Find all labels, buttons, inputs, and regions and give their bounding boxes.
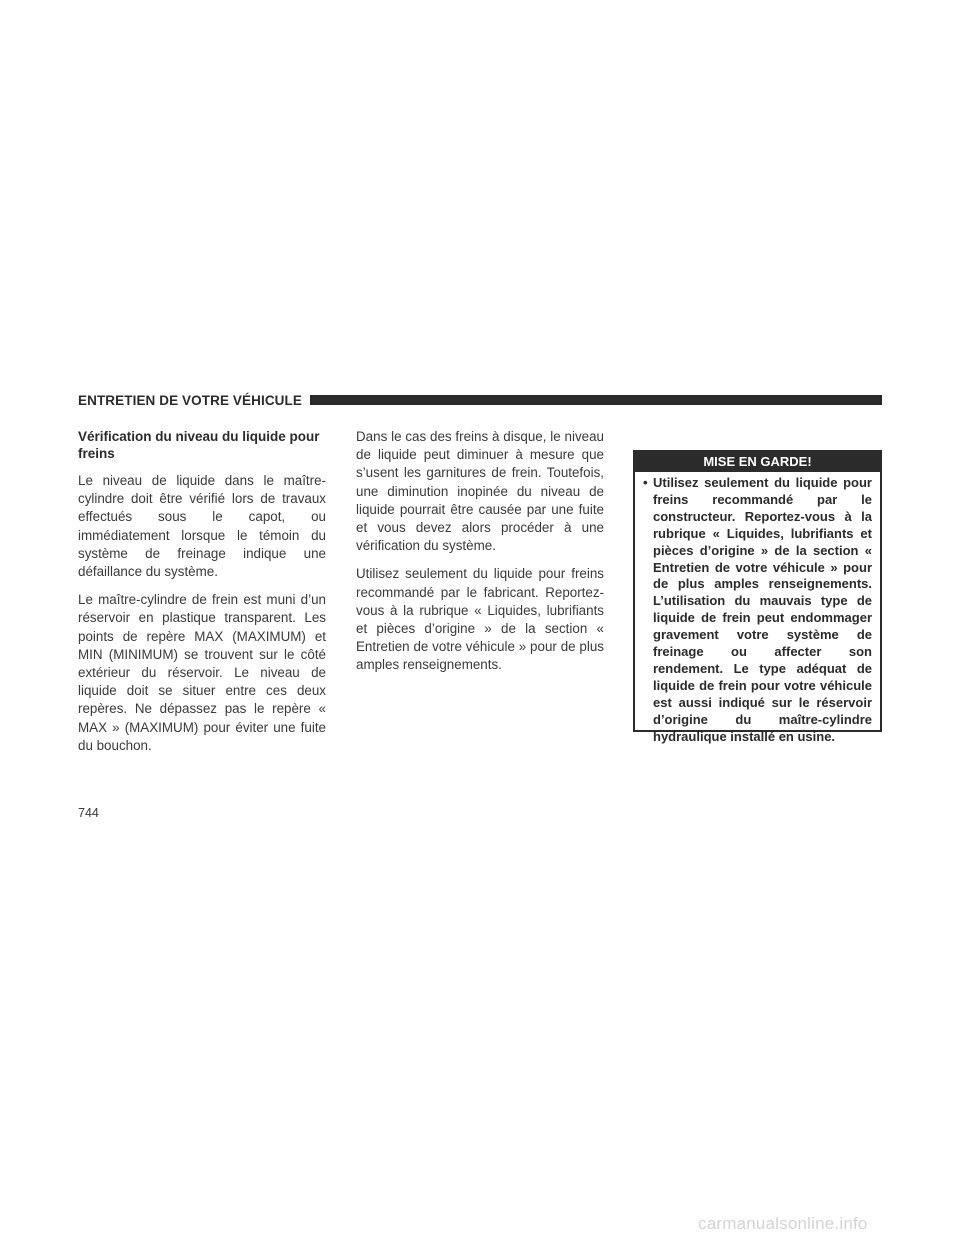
warning-box <box>633 450 882 744</box>
section-rule <box>310 395 882 405</box>
paragraph: Le maître-cylindre de frein est muni d’un réservoir en plastique transparent. Les points de repère MAX (MAXIMUM) et MIN (MINIMUM) se trouvent sur le côté extérieur du réservoir. Le niveau de liquide doit se situer entre ces deux repères. Ne dépassez pas le repère « MAX » (MAXIMUM) pour éviter une fuite du bouchon. <box>78 592 326 753</box>
subsection-heading: Vérification du niveau du liquide pour freins <box>78 429 320 461</box>
watermark[interactable]: carmanualsonline.info <box>698 1214 868 1233</box>
column-left <box>78 428 326 765</box>
page-number: 744 <box>78 806 99 820</box>
warning-title: MISE EN GARDE! <box>635 452 880 472</box>
paragraph: Le niveau de liquide dans le maître-cylindre doit être vérifié lors de travaux effectués sous le capot, ou immédiatement lorsque le témoin du système de freinage indique une défaillance du système. <box>78 473 326 580</box>
bullet-icon: • <box>643 475 648 490</box>
paragraph: Dans le cas des freins à disque, le niveau de liquide peut diminuer à mesure que s’usent les garnitures de frein. Toutefois, une diminution inopinée du niveau de liquide pourrait être causée par une fuite et vous devez alors procéder à une vérification du système. <box>356 429 604 554</box>
paragraph: Utilisez seulement du liquide pour freins recommandé par le fabricant. Reportez-vous à la rubrique « Liquides, lubrifiants et pièces d’origine » de la section « Entretien de votre véhicule » pour de plus amples renseignements. <box>356 566 604 673</box>
warning-item <box>635 472 880 746</box>
section-header <box>78 392 882 408</box>
column-middle <box>356 428 604 685</box>
section-title: ENTRETIEN DE VOTRE VÉHICULE <box>78 392 302 408</box>
warning-text: Utilisez seulement du liquide pour freins recommandé par le constructeur. Reportez-vous à la rubrique « Liquides, lubrifiants et pièces d’origine » de la section « Entretien de votre véhicule » pour de plus amples renseignements. L’utilisation du mauvais type de liquide de frein peut endommager gravement votre système de freinage ou affecter son rendement. Le type adéquat de liquide de frein pour votre véhicule est aussi indiqué sur le réservoir d’origine du maître-cylindre hydraulique installé en usine. <box>653 475 872 744</box>
